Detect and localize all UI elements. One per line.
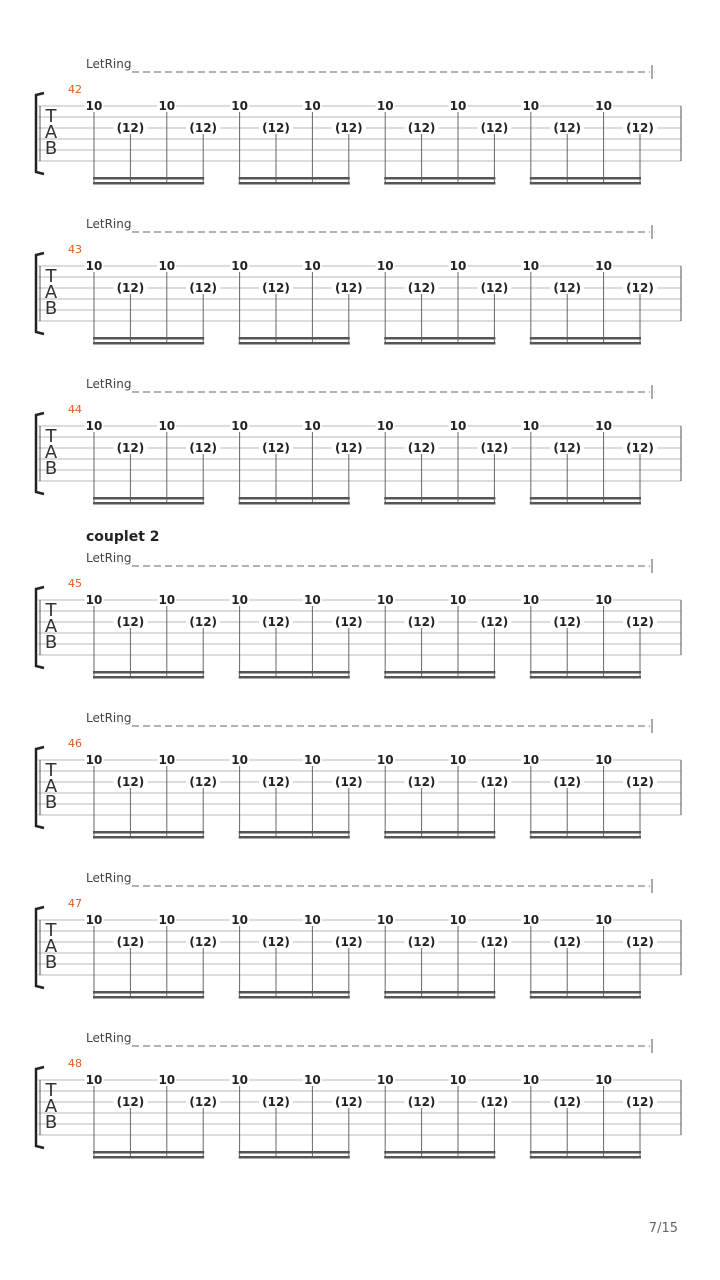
beam xyxy=(530,836,641,839)
fret-number: 10 xyxy=(85,99,103,113)
beam xyxy=(93,497,204,500)
fret-number: (12) xyxy=(262,1095,290,1109)
fret-number: 10 xyxy=(595,913,612,927)
fret-number: 10 xyxy=(449,753,467,767)
beam xyxy=(239,342,350,345)
beam xyxy=(239,502,350,505)
fret-number: 10 xyxy=(449,99,467,113)
fret-number: (12) xyxy=(334,935,363,949)
fret-number: 10 xyxy=(85,753,103,767)
beam xyxy=(530,1151,641,1154)
fret-number: 10 xyxy=(449,419,467,433)
beam xyxy=(530,497,641,500)
page-number: 7/15 xyxy=(648,1221,678,1236)
beam xyxy=(93,342,204,345)
fret-number: 10 xyxy=(158,1073,176,1087)
fret-number: (12) xyxy=(189,281,218,295)
fret-number: (12) xyxy=(262,935,290,949)
fret-number: (12) xyxy=(189,121,218,135)
fret-number: (12) xyxy=(553,281,582,295)
beam xyxy=(530,671,641,674)
beam xyxy=(530,996,641,999)
beam xyxy=(239,337,350,340)
tab-system xyxy=(36,217,681,345)
beam xyxy=(93,671,204,674)
beam xyxy=(530,502,641,505)
beam xyxy=(530,177,641,180)
beam xyxy=(239,831,350,834)
beam xyxy=(384,337,495,340)
tab-clef-letter: A xyxy=(44,776,58,797)
beam xyxy=(384,836,495,839)
tab-clef-letter: T xyxy=(45,920,57,941)
fret-number: (12) xyxy=(116,935,145,949)
tab-clef-letter: A xyxy=(44,282,58,303)
fret-number: (12) xyxy=(116,281,145,295)
beam xyxy=(384,182,495,185)
fret-number: 10 xyxy=(85,419,103,433)
beam xyxy=(384,991,495,994)
beam xyxy=(93,996,204,999)
fret-number: 10 xyxy=(85,1073,103,1087)
measure-number: 44 xyxy=(68,403,82,416)
beam xyxy=(239,671,350,674)
fret-number: (12) xyxy=(626,615,654,629)
measure-number: 42 xyxy=(68,83,82,96)
fret-number: 10 xyxy=(158,259,176,273)
fret-number: (12) xyxy=(480,1095,509,1109)
beam xyxy=(384,996,495,999)
beam xyxy=(530,342,641,345)
beam xyxy=(530,831,641,834)
fret-number: (12) xyxy=(626,1095,654,1109)
fret-number: (12) xyxy=(480,121,509,135)
fret-number: 10 xyxy=(595,99,612,113)
tab-clef-letter: T xyxy=(45,266,57,287)
fret-number: 10 xyxy=(231,259,248,273)
fret-number: 10 xyxy=(595,259,612,273)
fret-number: (12) xyxy=(334,775,363,789)
measure-number: 43 xyxy=(68,243,82,256)
tab-clef-letter: A xyxy=(44,1096,58,1117)
fret-number: 10 xyxy=(85,593,103,607)
fret-number: 10 xyxy=(522,259,540,273)
fret-number: 10 xyxy=(449,259,467,273)
tab-system xyxy=(36,711,681,839)
fret-number: (12) xyxy=(626,935,654,949)
tab-clef-letter: B xyxy=(44,632,58,653)
beam xyxy=(239,182,350,185)
fret-number: (12) xyxy=(334,281,363,295)
fret-number: 10 xyxy=(231,1073,248,1087)
fret-number: (12) xyxy=(407,121,436,135)
beam xyxy=(384,1156,495,1159)
fret-number: 10 xyxy=(304,259,321,273)
fret-number: (12) xyxy=(553,615,582,629)
beam xyxy=(93,1151,204,1154)
measure-number: 45 xyxy=(68,577,82,590)
fret-number: (12) xyxy=(262,775,290,789)
fret-number: (12) xyxy=(480,441,509,455)
fret-number: 10 xyxy=(304,1073,321,1087)
beam xyxy=(93,836,204,839)
fret-number: (12) xyxy=(407,935,436,949)
beam xyxy=(384,671,495,674)
beam xyxy=(93,177,204,180)
fret-number: 10 xyxy=(158,99,176,113)
beam xyxy=(93,502,204,505)
tab-system xyxy=(36,529,681,679)
fret-number: 10 xyxy=(231,753,248,767)
measure-number: 46 xyxy=(68,737,82,750)
fret-number: 10 xyxy=(85,913,103,927)
fret-number: (12) xyxy=(626,121,654,135)
fret-number: (12) xyxy=(262,441,290,455)
fret-number: 10 xyxy=(304,913,321,927)
fret-number: (12) xyxy=(626,775,654,789)
fret-number: (12) xyxy=(553,775,582,789)
fret-number: (12) xyxy=(189,441,218,455)
fret-number: (12) xyxy=(407,775,436,789)
fret-number: 10 xyxy=(304,753,321,767)
fret-number: (12) xyxy=(116,441,145,455)
tab-clef-letter: A xyxy=(44,616,58,637)
fret-number: 10 xyxy=(158,753,176,767)
beam xyxy=(93,1156,204,1159)
beam xyxy=(384,676,495,679)
let-ring-label: LetRing xyxy=(86,57,132,71)
fret-number: 10 xyxy=(304,419,321,433)
tab-clef-letter: B xyxy=(44,458,58,479)
fret-number: (12) xyxy=(262,281,290,295)
fret-number: 10 xyxy=(231,419,248,433)
fret-number: (12) xyxy=(334,1095,363,1109)
beam xyxy=(530,182,641,185)
fret-number: 10 xyxy=(522,753,540,767)
fret-number: 10 xyxy=(376,913,394,927)
beam xyxy=(384,502,495,505)
beam xyxy=(384,342,495,345)
fret-number: 10 xyxy=(376,1073,394,1087)
tab-clef-letter: A xyxy=(44,936,58,957)
beam xyxy=(93,831,204,834)
fret-number: (12) xyxy=(116,1095,145,1109)
beam xyxy=(384,831,495,834)
fret-number: 10 xyxy=(376,419,394,433)
beam xyxy=(93,337,204,340)
fret-number: (12) xyxy=(407,441,436,455)
fret-number: (12) xyxy=(553,441,582,455)
beam xyxy=(93,676,204,679)
fret-number: 10 xyxy=(595,753,612,767)
beam xyxy=(239,1156,350,1159)
fret-number: (12) xyxy=(553,1095,582,1109)
fret-number: (12) xyxy=(116,615,145,629)
tab-clef-letter: B xyxy=(44,952,58,973)
fret-number: (12) xyxy=(334,615,363,629)
beam xyxy=(93,182,204,185)
fret-number: 10 xyxy=(376,753,394,767)
tab-clef-letter: T xyxy=(45,600,57,621)
fret-number: (12) xyxy=(626,441,654,455)
fret-number: (12) xyxy=(116,775,145,789)
beam xyxy=(530,337,641,340)
fret-number: 10 xyxy=(158,419,176,433)
fret-number: (12) xyxy=(407,615,436,629)
fret-number: 10 xyxy=(376,259,394,273)
fret-number: (12) xyxy=(553,121,582,135)
fret-number: (12) xyxy=(407,1095,436,1109)
fret-number: 10 xyxy=(449,913,467,927)
fret-number: 10 xyxy=(85,259,103,273)
fret-number: (12) xyxy=(189,1095,218,1109)
fret-number: 10 xyxy=(231,593,248,607)
tab-system xyxy=(36,377,681,505)
let-ring-label: LetRing xyxy=(86,217,132,231)
fret-number: 10 xyxy=(522,419,540,433)
fret-number: 10 xyxy=(595,419,612,433)
fret-number: 10 xyxy=(304,99,321,113)
fret-number: 10 xyxy=(595,1073,612,1087)
fret-number: 10 xyxy=(231,99,248,113)
fret-number: 10 xyxy=(522,99,540,113)
fret-number: 10 xyxy=(158,593,176,607)
section-label: couplet 2 xyxy=(86,529,160,545)
fret-number: (12) xyxy=(480,775,509,789)
beam xyxy=(384,177,495,180)
let-ring-label: LetRing xyxy=(86,1031,132,1045)
tab-clef-letter: A xyxy=(44,442,58,463)
fret-number: (12) xyxy=(262,615,290,629)
tab-clef-letter: B xyxy=(44,792,58,813)
let-ring-label: LetRing xyxy=(86,377,132,391)
beam xyxy=(93,991,204,994)
fret-number: (12) xyxy=(480,615,509,629)
fret-number: (12) xyxy=(189,935,218,949)
fret-number: 10 xyxy=(449,593,467,607)
fret-number: 10 xyxy=(231,913,248,927)
fret-number: 10 xyxy=(376,99,394,113)
tab-clef-letter: T xyxy=(45,106,57,127)
beam xyxy=(384,497,495,500)
measure-number: 48 xyxy=(68,1057,82,1070)
beam xyxy=(239,836,350,839)
fret-number: 10 xyxy=(158,913,176,927)
fret-number: (12) xyxy=(116,121,145,135)
measure-number: 47 xyxy=(68,897,82,910)
tab-clef-letter: B xyxy=(44,298,58,319)
let-ring-label: LetRing xyxy=(86,551,132,565)
fret-number: 10 xyxy=(522,593,540,607)
beam xyxy=(239,676,350,679)
beam xyxy=(530,991,641,994)
fret-number: (12) xyxy=(334,441,363,455)
tab-system xyxy=(36,1031,681,1159)
fret-number: (12) xyxy=(626,281,654,295)
fret-number: (12) xyxy=(262,121,290,135)
tab-clef-letter: T xyxy=(45,1080,57,1101)
fret-number: 10 xyxy=(522,913,540,927)
fret-number: 10 xyxy=(522,1073,540,1087)
beam xyxy=(239,497,350,500)
fret-number: 10 xyxy=(449,1073,467,1087)
tab-clef-letter: B xyxy=(44,1112,58,1133)
let-ring-label: LetRing xyxy=(86,711,132,725)
fret-number: (12) xyxy=(553,935,582,949)
fret-number: 10 xyxy=(376,593,394,607)
beam xyxy=(239,1151,350,1154)
beam xyxy=(239,991,350,994)
beam xyxy=(384,1151,495,1154)
tab-system xyxy=(36,57,681,185)
fret-number: (12) xyxy=(334,121,363,135)
tab-clef-letter: B xyxy=(44,138,58,159)
let-ring-label: LetRing xyxy=(86,871,132,885)
beam xyxy=(530,676,641,679)
fret-number: (12) xyxy=(407,281,436,295)
fret-number: (12) xyxy=(480,935,509,949)
fret-number: (12) xyxy=(189,775,218,789)
beam xyxy=(530,1156,641,1159)
beam xyxy=(239,177,350,180)
beam xyxy=(239,996,350,999)
tab-clef-letter: T xyxy=(45,760,57,781)
tab-system xyxy=(36,871,681,999)
fret-number: 10 xyxy=(304,593,321,607)
tab-clef-letter: T xyxy=(45,426,57,447)
fret-number: (12) xyxy=(480,281,509,295)
fret-number: (12) xyxy=(189,615,218,629)
tab-clef-letter: A xyxy=(44,122,58,143)
fret-number: 10 xyxy=(595,593,612,607)
